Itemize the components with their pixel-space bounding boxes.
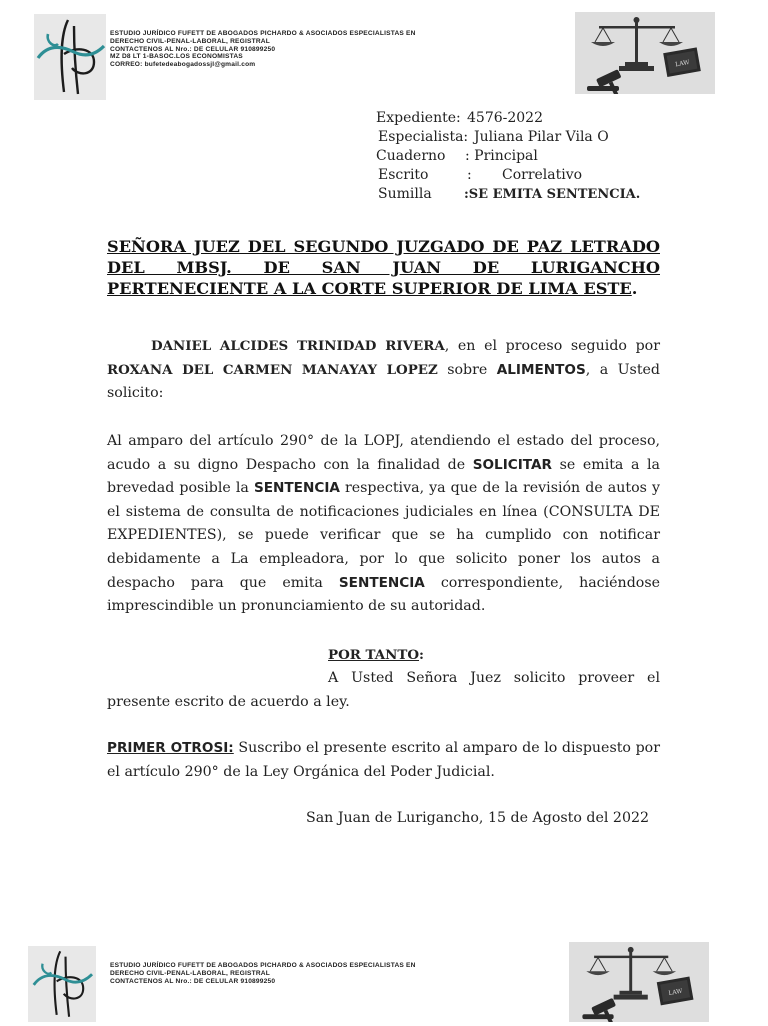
footer-firm-logo xyxy=(28,946,96,1022)
por-tanto-heading xyxy=(328,644,424,668)
footer-law-book-label: LAW xyxy=(668,988,683,997)
main-text-4: correspondiente, haciéndose imprescindible un pronunciamiento de su autoridad. xyxy=(107,574,660,615)
footer-justice-scales-image xyxy=(569,942,709,1022)
plaintiff-name: DANIEL ALCIDES TRINIDAD RIVERA xyxy=(151,338,445,354)
especialista-row xyxy=(376,128,676,147)
letterhead-line: ESTUDIO JURÍDICO FUFETT DE ABOGADOS PICHARDO & ASOCIADOS ESPECIALISTAS EN xyxy=(110,30,416,37)
defendant-name: ROXANA DEL CARMEN MANAYAY LOPEZ xyxy=(107,361,438,378)
escrito-row xyxy=(376,166,676,185)
footer-scales-icon xyxy=(569,942,709,1022)
addressee-line-1: SEÑORA JUEZ DEL SEGUNDO JUZGADO DE PAZ LETRADO xyxy=(107,237,660,256)
addressee-heading xyxy=(107,236,660,299)
law-book-label: LAW xyxy=(674,58,691,69)
otrosi-text: Suscribo el presente escrito al amparo de lo dispuesto por el artículo 290° de la Ley Orgánica del Poder Judicial. xyxy=(107,740,660,780)
letterhead-line: DERECHO CIVIL-PENAL-LABORAL, REGISTRAL xyxy=(110,37,270,45)
sumilla-label: Sumilla xyxy=(378,186,432,202)
scales-icon xyxy=(575,12,715,94)
footer-letterhead-text xyxy=(110,962,416,985)
intro-paragraph xyxy=(107,335,660,406)
footer-firm-logo-mark xyxy=(28,946,96,1022)
firm-logo-mark xyxy=(34,14,106,100)
otrosi-paragraph xyxy=(107,737,660,784)
por-tanto-line-1: A Usted Señora Juez solicito proveer el xyxy=(328,670,660,686)
intro-text-2: sobre xyxy=(437,361,497,378)
intro-text-1: , en el proceso seguido por xyxy=(444,338,660,354)
sentencia-keyword: SENTENCIA xyxy=(253,480,340,497)
sumilla-row xyxy=(376,185,676,204)
especialista-value: Juliana Pilar Vila O xyxy=(474,129,609,145)
por-tanto-label: POR TANTO xyxy=(328,647,420,663)
addressee-line-2: DEL MBSJ. DE SAN JUAN DE LURIGANCHO xyxy=(107,258,660,277)
sumilla-value: :SE EMITA SENTENCIA. xyxy=(464,187,641,202)
letterhead-line: CONTACTENOS AL Nro.: DE CELULAR 910899250 xyxy=(110,45,276,53)
footer-letterhead-line: CONTACTENOS AL Nro.: DE CELULAR 910899250 xyxy=(110,977,276,985)
por-tanto-colon: : xyxy=(419,647,424,663)
footer-letterhead-line: ESTUDIO JURÍDICO FUFETT DE ABOGADOS PICHARDO & ASOCIADOS ESPECIALISTAS EN xyxy=(110,962,416,969)
por-tanto-paragraph xyxy=(107,667,660,714)
justice-scales-image xyxy=(575,12,715,94)
escrito-label: Escrito xyxy=(378,167,429,183)
expediente-row xyxy=(376,109,676,128)
addressee-line-3-period: . xyxy=(631,279,638,298)
case-subject: ALIMENTOS xyxy=(496,361,586,378)
date-line: San Juan de Lurigancho, 15 de Agosto del 2022 xyxy=(306,810,650,826)
sentencia-keyword-2: SENTENCIA xyxy=(338,574,425,591)
footer-letterhead-line: DERECHO CIVIL-PENAL-LABORAL, REGISTRAL xyxy=(110,969,270,977)
main-text-1: Al amparo del artículo 290° de la LOPJ, atendiendo el estado del proceso, acudo a su digno Despacho con la finalidad de xyxy=(107,433,660,473)
cuaderno-value: : Principal xyxy=(465,148,538,164)
solicitar-keyword: SOLICITAR xyxy=(472,456,553,473)
letterhead-line: MZ D8 LT 1-BASOC.LOS ECONOMISTAS xyxy=(110,53,243,61)
main-text-2: se emita a la brevedad posible la xyxy=(107,456,661,497)
especialista-label: Especialista: xyxy=(378,129,469,145)
case-info-block xyxy=(376,109,676,204)
addressee-line-3 xyxy=(107,278,660,299)
por-tanto-line-2: presente escrito de acuerdo a ley. xyxy=(107,693,350,710)
expediente-value: 4576-2022 xyxy=(467,110,543,126)
addressee-line-3-text: PERTENECIENTE A LA CORTE SUPERIOR DE LIMA ESTE xyxy=(107,279,632,298)
firm-letterhead-text xyxy=(110,30,416,69)
cuaderno-label: Cuaderno xyxy=(376,148,446,164)
letterhead-line: CORREO: bufetedeabogadossjl@gmail.com xyxy=(110,61,256,69)
escrito-colon: : xyxy=(467,167,472,183)
otrosi-heading: PRIMER OTROSI: xyxy=(107,740,234,756)
escrito-value: Correlativo xyxy=(502,167,583,183)
main-paragraph xyxy=(107,430,660,619)
firm-logo xyxy=(34,14,106,100)
intro-text-3: , a Usted solicito: xyxy=(107,361,660,402)
cuaderno-row xyxy=(376,147,676,166)
main-text-3: respectiva, ya que de la revisión de autos y el sistema de consulta de notificaciones judiciales en línea (CONSULTA DE EXPEDIENTES), se puede verificar que se ha cumplido con notificar debidamente a La empleadora, por lo que solicito poner los autos a despacho para que emita xyxy=(107,480,660,591)
expediente-label: Expediente: xyxy=(376,110,461,126)
